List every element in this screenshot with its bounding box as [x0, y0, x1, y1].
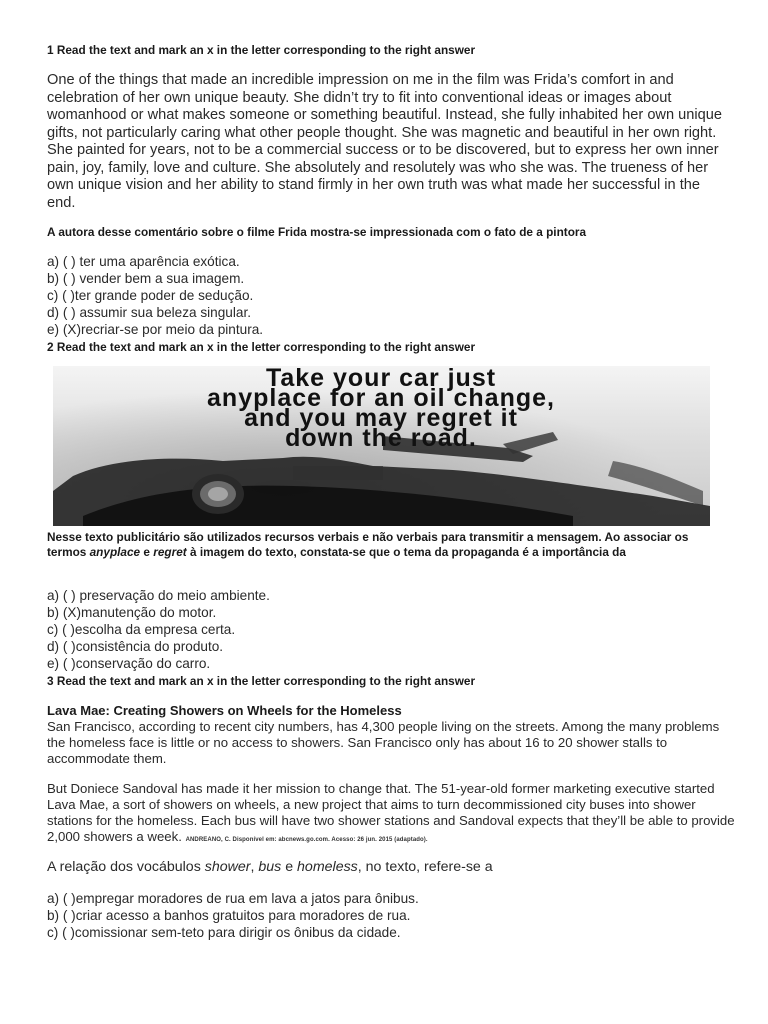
q2-option-c[interactable]: c) ( )escolha da empresa certa.: [47, 622, 236, 637]
q2-options: [47, 587, 270, 672]
q3-question-sep1: ,: [250, 859, 259, 875]
q1-passage: One of the things that made an incredible impression on me in the film was Frida’s comfort in and celebration of her own unique beauty. She didn’t try to fit into conventional ideas or images about womanhood or what makes someone or something beautiful. Instead, she fully inhabited her own unique gifts, not particularly caring what other people thought. She was magnetic and beautiful in her own right. She painted for years, not to be a commercial success or to be discovered, but to express her own inner pain, joy, family, love and culture. She absolutely and resolutely was who she was. The trueness of her own unique vision and her ability to stand firmly in her own truth was what made her successful in the end.: [47, 72, 722, 211]
q1-option-c[interactable]: c) ( )ter grande poder de sedução.: [47, 288, 254, 303]
q1-option-a[interactable]: a) ( ) ter uma aparência exótica.: [47, 254, 240, 269]
q1-heading: 1 Read the text and mark an x in the letter corresponding to the right answer: [47, 43, 476, 57]
q3-citation: ANDREANO, C. Disponível em: abcnews.go.com. Acesso: 26 jun. 2015 (adaptado).: [185, 837, 428, 843]
q3-question-prefix: A relação dos vocábulos: [47, 859, 205, 875]
q3-option-b[interactable]: b) ( )criar acesso a banhos gratuitos para moradores de rua.: [47, 908, 411, 923]
q3-option-a[interactable]: a) ( )empregar moradores de rua em lava a jatos para ônibus.: [47, 891, 419, 906]
q2-stem-term-regret: regret: [153, 545, 187, 559]
car-advertisement-image: [53, 366, 710, 526]
q1-option-e[interactable]: e) (X)recriar-se por meio da pintura.: [47, 322, 264, 337]
q1-option-b[interactable]: b) ( ) vender bem a sua imagem.: [47, 271, 245, 286]
q2-stem: [47, 530, 707, 560]
q3-question-sep2: e: [281, 859, 298, 875]
q3-option-c[interactable]: c) ( )comissionar sem-teto para dirigir os ônibus da cidade.: [47, 925, 401, 940]
q3-article-title: Lava Mae: Creating Showers on Wheels for the Homeless: [47, 703, 402, 718]
q2-option-d[interactable]: d) ( )consistência do produto.: [47, 639, 224, 654]
q3-paragraph-2: [47, 781, 737, 848]
q2-option-a[interactable]: a) ( ) preservação do meio ambiente.: [47, 588, 270, 603]
q3-question-suffix: , no texto, refere-se a: [357, 859, 493, 875]
q3-options: [47, 890, 419, 941]
q2-stem-part1: Nesse texto publicitário são utilizados recursos verbais e não verbais para transmitir a mensagem. Ao associar os termos: [47, 530, 689, 559]
q1-options: [47, 253, 263, 338]
q3-heading: 3 Read the text and mark an x in the letter corresponding to the right answer: [47, 674, 476, 688]
q2-stem-part3: à imagem do texto, constata-se que o tema da propaganda é a importância da: [186, 545, 626, 559]
q2-heading: 2 Read the text and mark an x in the letter corresponding to the right answer: [47, 340, 476, 354]
q3-question: [47, 859, 493, 875]
q3-word-homeless: homeless: [297, 859, 358, 875]
q3-paragraph-2-text: But Doniece Sandoval has made it her mission to change that. The 51-year-old former marketing executive started Lava Mae, a sort of showers on wheels, a new project that aims to turn decommissioned city buses into shower stations for the homeless. Each bus will have two shower stations and Sandoval expects that they’ll be able to provide 2,000 showers a week.: [47, 781, 735, 844]
q2-option-e[interactable]: e) ( )conservação do carro.: [47, 656, 211, 671]
q3-word-bus: bus: [258, 859, 282, 875]
ad-line-4: down the road.: [285, 424, 477, 452]
q2-stem-part2: e: [140, 545, 154, 559]
q1-stem: A autora desse comentário sobre o filme Frida mostra-se impressionada com o fato de a pintora: [47, 225, 587, 239]
q1-option-d[interactable]: d) ( ) assumir sua beleza singular.: [47, 305, 251, 320]
q2-option-b[interactable]: b) (X)manutenção do motor.: [47, 605, 217, 620]
ad-line-1: Take your car just: [265, 366, 497, 392]
q3-word-shower: shower: [204, 859, 251, 875]
q3-paragraph-1: San Francisco, according to recent city numbers, has 4,300 people living on the streets. Among the many problems the homeless face is little or no access to showers. San Francisco only has about 16 to 20 shower stalls to accommodate them.: [47, 719, 720, 766]
ad-line-3: and you may regret it: [244, 404, 518, 432]
q2-stem-term-anyplace: anyplace: [89, 545, 141, 559]
ad-line-2: anyplace for an oil change,: [207, 384, 555, 412]
